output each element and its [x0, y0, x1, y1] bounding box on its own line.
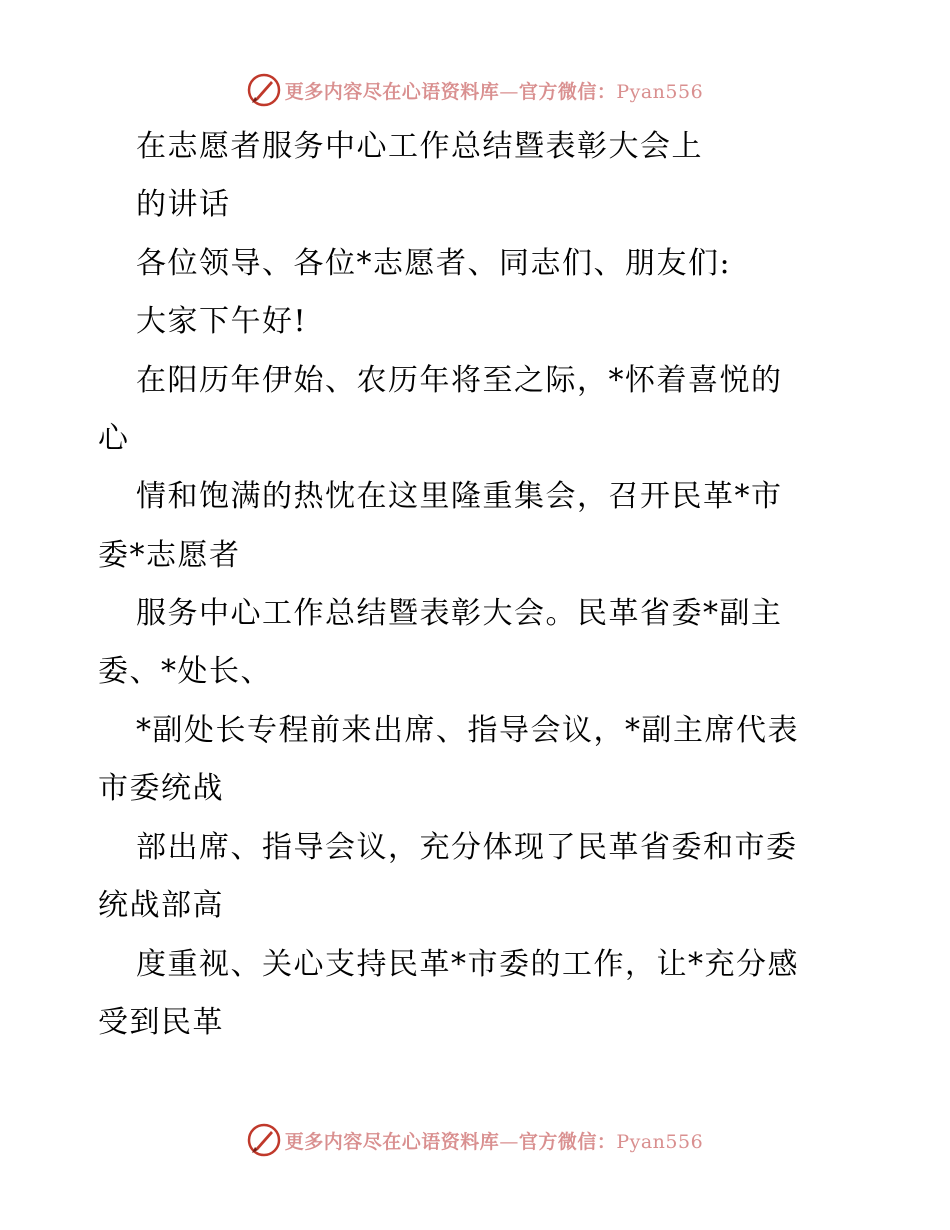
paragraph-line: 度重视、关心支持民革*市委的工作，让*充分感	[136, 947, 799, 982]
quill-logo-icon	[247, 73, 281, 107]
dash: —	[499, 80, 519, 103]
wechat-id: Pyan556	[616, 1130, 704, 1153]
paragraph-line: 心	[98, 421, 130, 456]
paragraph-line: *副处长专程前来出席、指导会议，*副主席代表	[136, 713, 799, 748]
site-text: 更多内容尽在心语资料库	[284, 80, 500, 103]
footer-watermark	[0, 1120, 950, 1160]
header-watermark	[0, 70, 950, 110]
paragraph-line: 情和饱满的热忱在这里隆重集会，召开民革*市	[136, 479, 783, 514]
wechat-label: 官方微信：	[518, 80, 617, 103]
paragraph-line: 服务中心工作总结暨表彰大会。民革省委*副主	[136, 596, 783, 631]
wechat-label: 官方微信：	[518, 1130, 617, 1153]
paragraph-line: 统战部高	[98, 888, 224, 923]
quill-logo-icon	[247, 1123, 281, 1157]
paragraph-line: 部出席、指导会议，充分体现了民革省委和市委	[136, 830, 798, 865]
site-text: 更多内容尽在心语资料库	[284, 1130, 500, 1153]
dash: —	[499, 1130, 519, 1153]
title-line-1: 在志愿者服务中心工作总结暨表彰大会上	[136, 129, 703, 164]
paragraph-line: 委*志愿者	[98, 538, 241, 573]
paragraph-line: 市委统战	[98, 771, 224, 806]
greeting: 大家下午好!	[136, 304, 308, 339]
salutation: 各位领导、各位*志愿者、同志们、朋友们:	[136, 246, 732, 281]
wechat-id: Pyan556	[616, 80, 704, 103]
paragraph-line: 在阳历年伊始、农历年将至之际，*怀着喜悦的	[136, 363, 783, 398]
title-line-2: 的讲话	[136, 187, 231, 222]
paragraph-line: 受到民革	[98, 1005, 224, 1040]
paragraph-line: 委、*处长、	[98, 654, 272, 689]
